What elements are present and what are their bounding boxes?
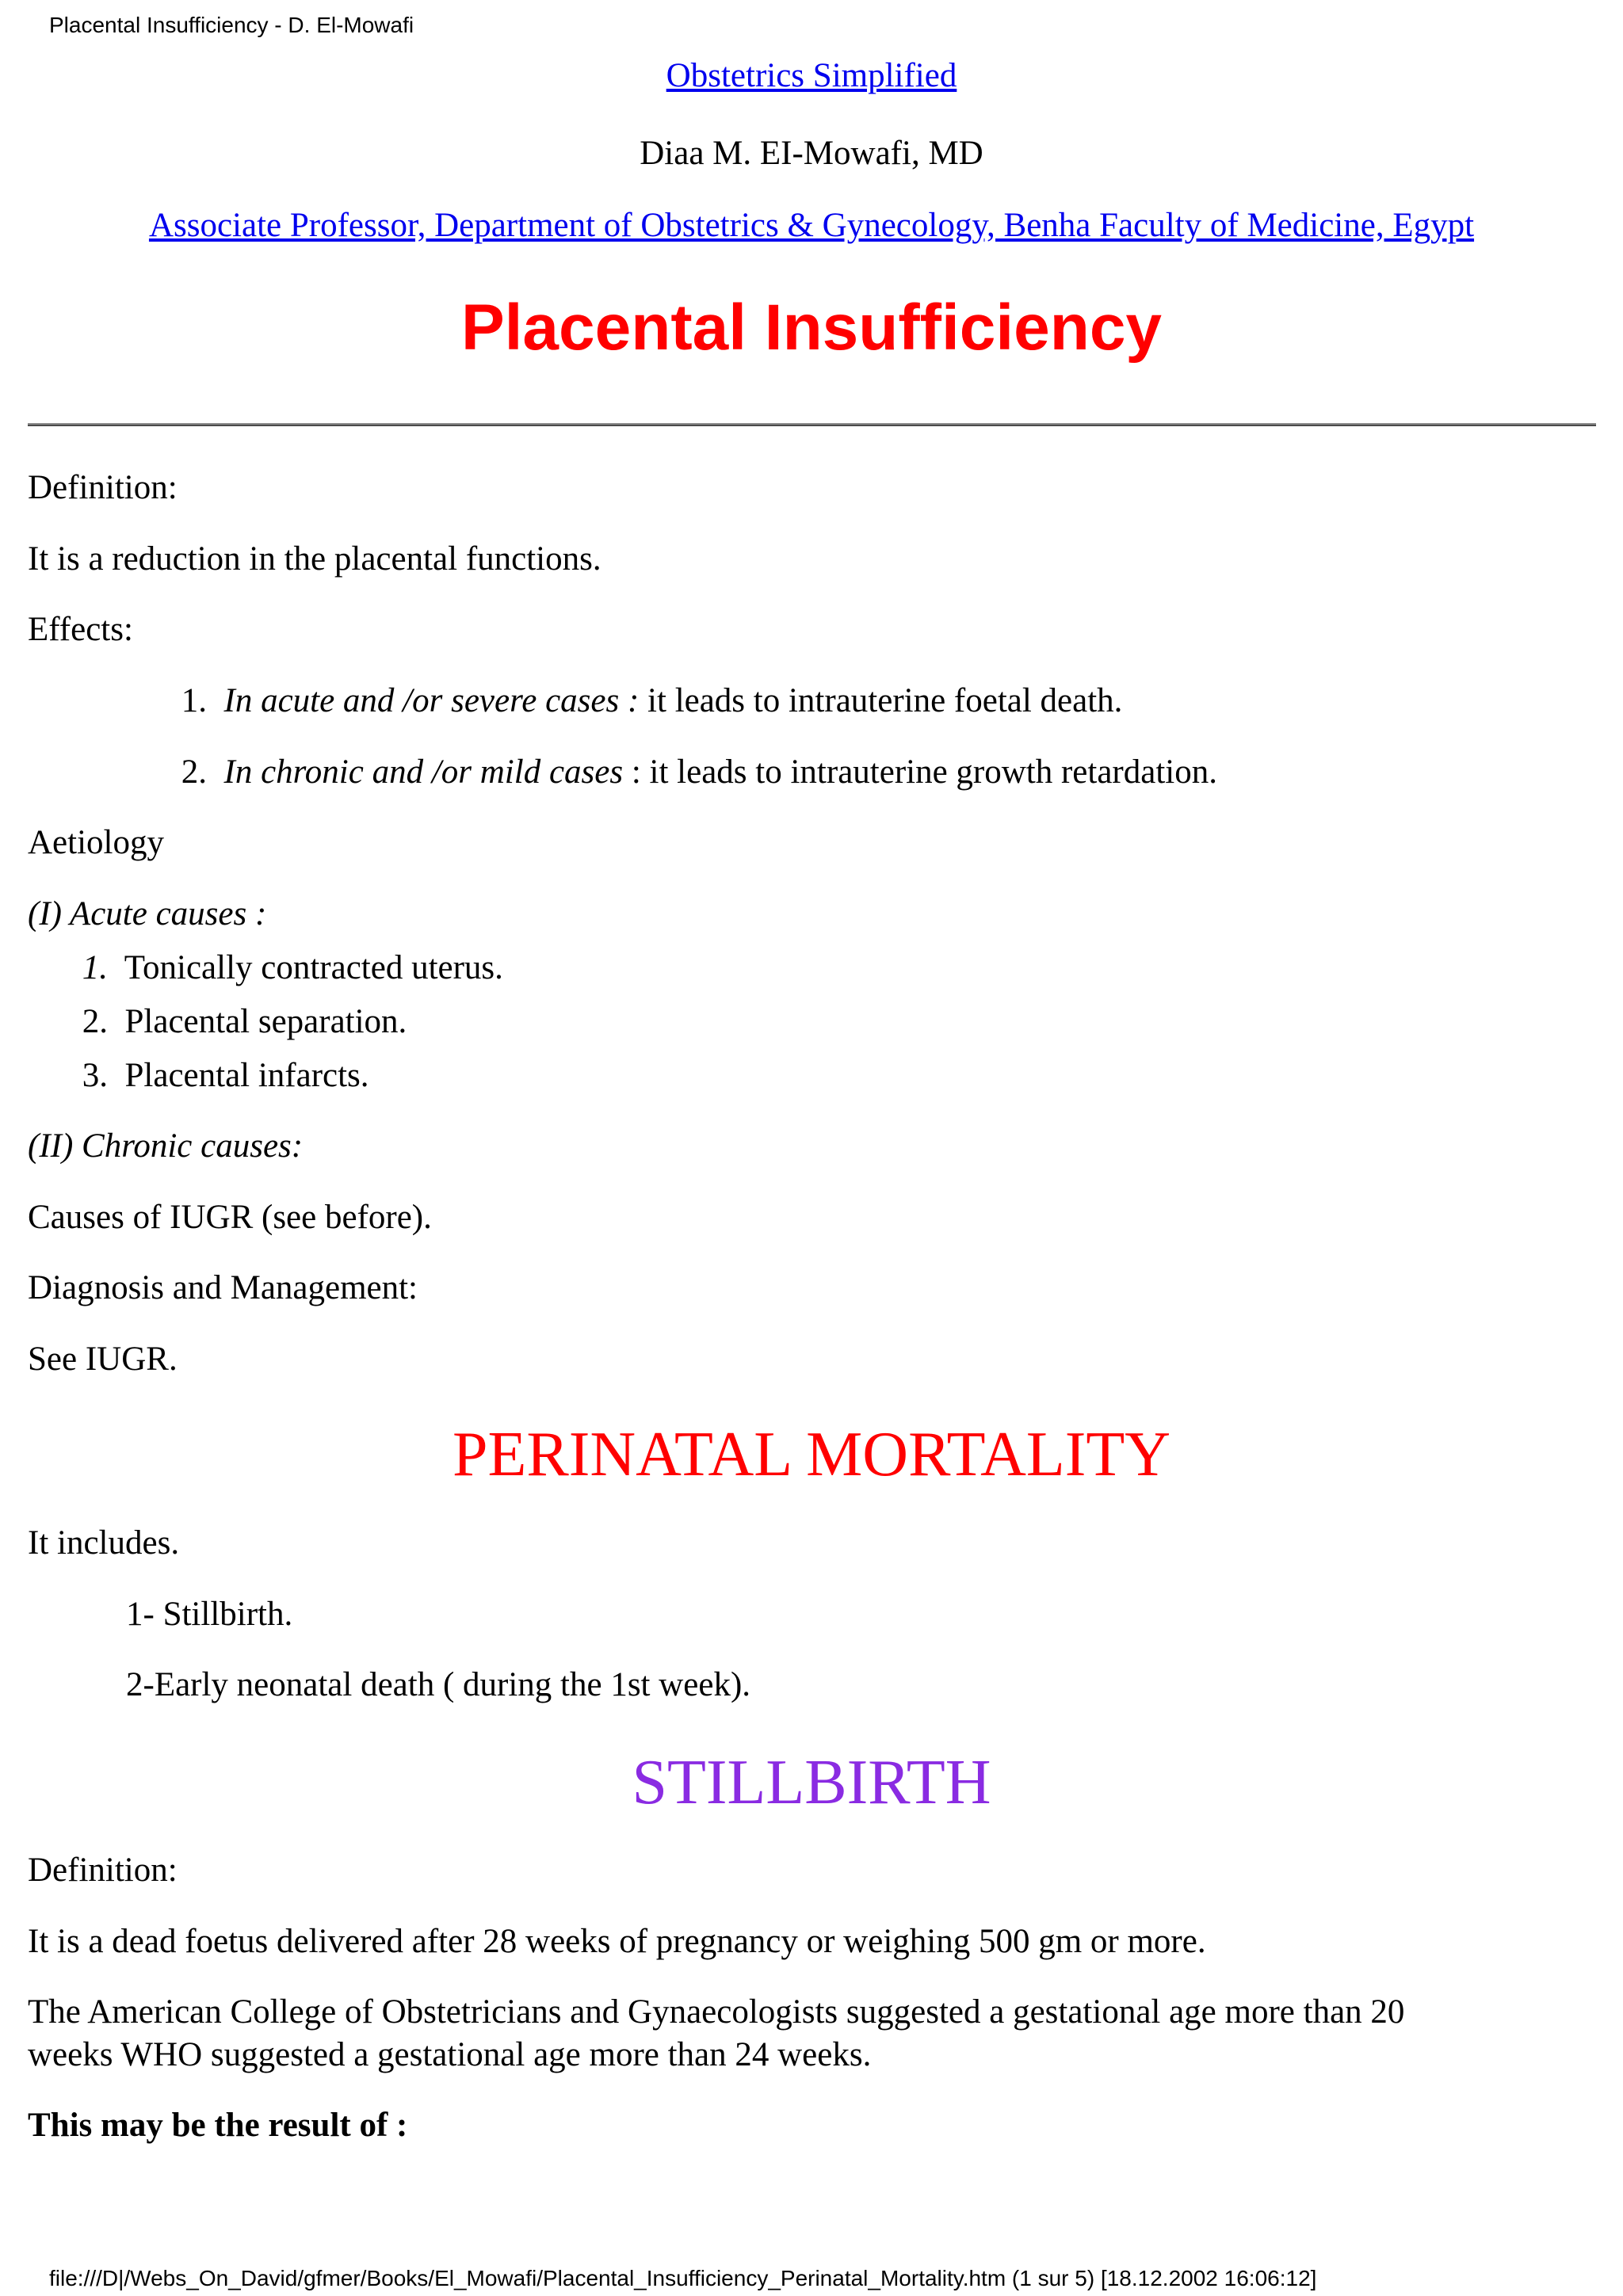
acute-cause-number: 3. <box>82 1057 108 1094</box>
aetiology-label: Aetiology <box>28 824 164 861</box>
effects-label: Effects: <box>28 611 133 648</box>
acute-cause-item <box>76 948 503 989</box>
stillbirth-definition-label: Definition: <box>28 1852 178 1889</box>
acute-cause-text: Placental separation. <box>124 1003 407 1040</box>
acute-causes-label: (I) Acute causes : <box>28 895 267 933</box>
effects-item-condition: In acute and /or severe cases : <box>223 682 640 719</box>
book-link-line <box>0 55 1623 97</box>
list-item: 1- Stillbirth. <box>126 1596 293 1633</box>
acog-paragraph-line-1: The American College of Obstetricians and Gynaecologists suggested a gestational age more than 20 <box>28 1993 1405 2031</box>
horizontal-rule <box>28 423 1596 426</box>
acute-cause-text: Placental infarcts. <box>124 1057 369 1094</box>
acute-cause-item <box>76 1055 369 1097</box>
stillbirth-definition-text: It is a dead foetus delivered after 28 weeks of pregnancy or weighing 500 gm or more. <box>28 1923 1206 1960</box>
acute-cause-item <box>76 1001 407 1043</box>
effects-item-number: 1. <box>181 682 207 719</box>
definition-label: Definition: <box>28 469 178 506</box>
effects-item <box>171 752 1217 793</box>
acute-cause-number: 1. <box>82 949 108 986</box>
effects-item-outcome: : it leads to intrauterine growth retardation. <box>623 753 1217 791</box>
chronic-causes-label: (II) Chronic causes: <box>28 1127 304 1165</box>
chronic-causes-text: Causes of IUGR (see before). <box>28 1199 432 1236</box>
effects-item-outcome: it leads to intrauterine foetal death. <box>639 682 1123 719</box>
book-link[interactable]: Obstetrics Simplified <box>666 57 957 94</box>
effects-item-number: 2. <box>181 753 207 791</box>
effects-item-condition: In chronic and /or mild cases <box>223 753 624 791</box>
diagnosis-text: See IUGR. <box>28 1341 178 1378</box>
print-header: Placental Insufficiency - D. El-Mowafi <box>49 13 414 37</box>
acute-cause-text: Tonically contracted uterus. <box>124 949 503 986</box>
print-footer: file:///D|/Webs_On_David/gfmer/Books/El_Mowafi/Placental_Insufficiency_Perinatal_Mortality.htm (1 sur 5) [18.12.2002 16:06:12] <box>49 2266 1317 2290</box>
author-name: Diaa M. EI-Mowafi, MD <box>640 135 983 172</box>
page-title: Placental Insufficiency <box>460 292 1163 364</box>
affiliation-line <box>0 205 1623 246</box>
includes-text: It includes. <box>28 1524 180 1562</box>
result-of-heading: This may be the result of : <box>28 2107 408 2144</box>
definition-text: It is a reduction in the placental functions. <box>28 540 601 578</box>
effects-item <box>171 681 1122 722</box>
diagnosis-label: Diagnosis and Management: <box>28 1269 418 1306</box>
list-item: 2-Early neonatal death ( during the 1st week). <box>126 1666 751 1703</box>
perinatal-mortality-heading: PERINATAL MORTALITY <box>452 1420 1170 1489</box>
affiliation-link[interactable]: Associate Professor, Department of Obstetrics & Gynecology, Benha Faculty of Medicine, Egypt <box>148 207 1475 244</box>
acute-cause-number: 2. <box>82 1003 108 1040</box>
acog-paragraph-line-2: weeks WHO suggested a gestational age more than 24 weeks. <box>28 2036 872 2073</box>
stillbirth-heading: STILLBIRTH <box>632 1748 991 1817</box>
